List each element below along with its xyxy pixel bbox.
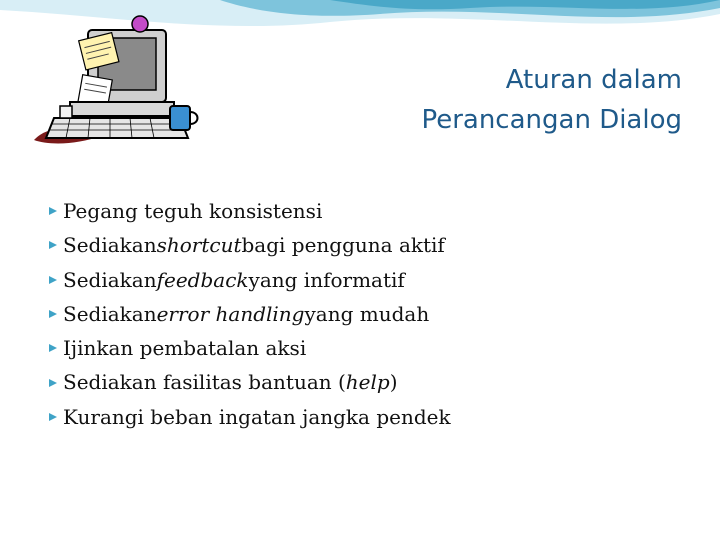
bullet-text: Kurangi beban ingatan jangka pendek <box>63 404 451 429</box>
bullet-arrow-icon <box>46 307 63 321</box>
list-item <box>46 365 666 399</box>
bullet-text: Pegang teguh konsistensi <box>63 199 323 223</box>
list-item <box>46 194 666 228</box>
bullet-text: Sediakan <box>63 233 157 258</box>
slide-title <box>262 60 682 140</box>
list-item <box>46 331 666 365</box>
title-line-1: Aturan dalam <box>505 65 682 95</box>
bullet-list <box>46 194 666 434</box>
bullet-text-suffix: bagi pengguna aktif <box>241 233 445 258</box>
bullet-arrow-icon <box>46 410 63 424</box>
bullet-text: Ijinkan pembatalan aksi <box>63 336 307 361</box>
bullet-arrow-icon <box>46 376 63 390</box>
bullet-text: Sediakan fasilitas bantuan ( <box>63 370 346 395</box>
title-line-2: Perancangan Dialog <box>421 105 682 135</box>
bullet-emphasis: shortcut <box>156 233 242 258</box>
computer-clipart-icon <box>30 12 210 147</box>
list-item <box>46 228 666 262</box>
list-item <box>46 263 666 297</box>
bullet-text: Sediakan <box>63 267 157 292</box>
bullet-arrow-icon <box>46 341 63 355</box>
bullet-emphasis: error handling <box>156 301 305 326</box>
bullet-arrow-icon <box>46 204 63 218</box>
bullet-emphasis: help <box>345 370 390 395</box>
bullet-arrow-icon <box>46 238 63 252</box>
bullet-text-suffix: yang informatif <box>248 267 405 292</box>
list-item <box>46 297 666 331</box>
bullet-text-suffix: ) <box>389 370 398 395</box>
bullet-emphasis: feedback <box>156 267 249 292</box>
bullet-arrow-icon <box>46 273 63 287</box>
bullet-text-suffix: yang mudah <box>304 301 430 326</box>
bullet-text: Sediakan <box>63 301 157 326</box>
list-item <box>46 400 666 434</box>
